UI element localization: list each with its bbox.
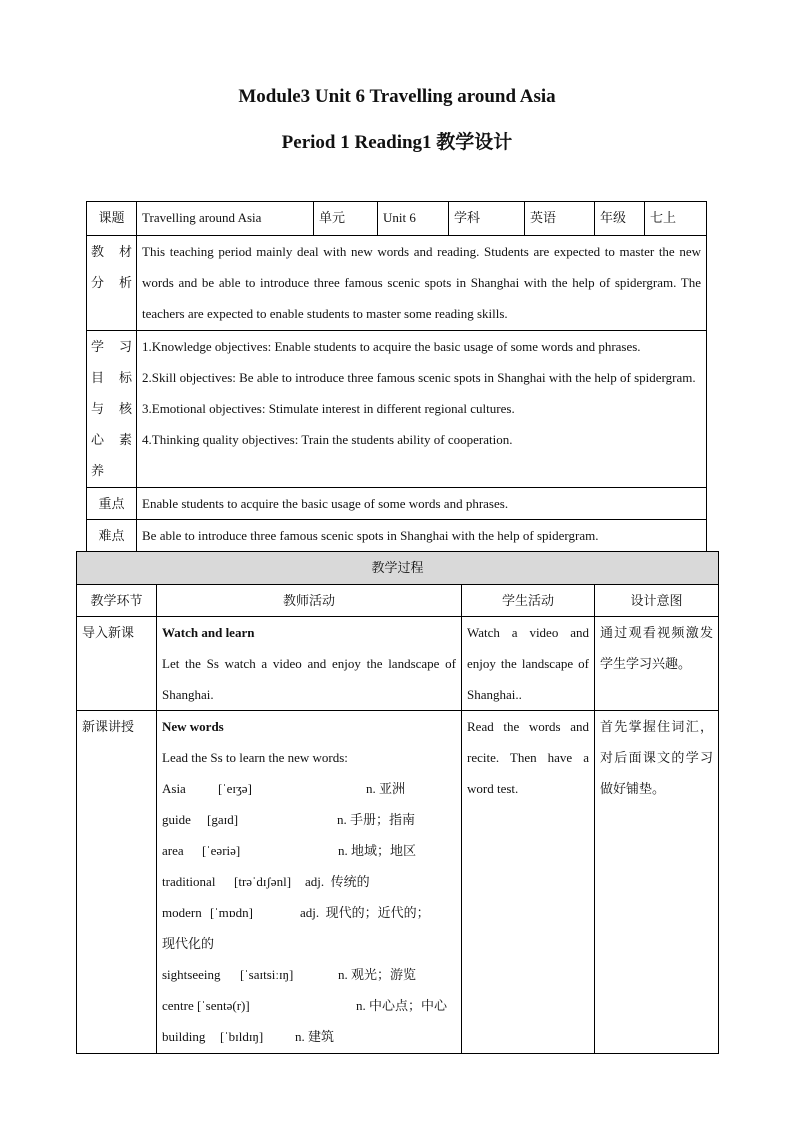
word-meaning: adj. 传统的 (305, 874, 370, 889)
goal-item: 4.Thinking quality objectives: Train the students ability of cooperation. (142, 432, 513, 447)
word-meaning: adj. 现代的；近代的； (300, 905, 430, 920)
unit-value: Unit 6 (378, 202, 449, 236)
info-table (86, 201, 707, 552)
word-term: traditional (162, 874, 216, 889)
key-text: Enable students to acquire the basic usage of some words and phrases. (137, 488, 707, 520)
word-row (162, 1021, 456, 1052)
teacher-activity-intro (157, 617, 462, 711)
word-phonetic: [gaɪd] (207, 812, 239, 827)
goals-label: 学习 目 标 与 核 心 素 养 (87, 331, 137, 488)
goal-item: 2.Skill objectives: Be able to introduce three famous scenic spots in Shanghai with the help of spidergram. (142, 370, 696, 385)
word-row (162, 835, 456, 866)
col-student: 学生活动 (462, 585, 595, 617)
course-value: Travelling around Asia (137, 202, 314, 236)
design-intent-new: 首先掌握住词汇，对后面课文的学习做好铺垫。 (595, 711, 719, 1054)
word-row (162, 990, 456, 1021)
stage-new-lesson: 新课讲授 (77, 711, 157, 1054)
word-meaning: n. 地域；地区 (338, 843, 417, 858)
document-title: Module3 Unit 6 Travelling around Asia (238, 86, 556, 107)
subject-value: 英语 (525, 202, 595, 236)
col-teacher: 教师活动 (157, 585, 462, 617)
course-label: 课题 (87, 202, 137, 236)
activity-title: New words (162, 719, 224, 734)
student-activity-new: Read the words and recite. Then have a word test. (462, 711, 595, 1054)
document-subtitle: Period 1 Reading1 教学设计 (281, 132, 513, 153)
goals-text (137, 331, 707, 488)
word-phonetic: [ˈeəriə] (202, 843, 241, 858)
word-phonetic: [ˈsaɪtsiːɪŋ] (240, 967, 294, 982)
word-meaning: n. 建筑 (295, 1029, 335, 1044)
grade-value: 七上 (645, 202, 707, 236)
word-row (162, 866, 456, 897)
word-term: Asia (162, 781, 186, 796)
word-term: guide (162, 812, 191, 827)
col-design: 设计意图 (595, 585, 719, 617)
stage-intro: 导入新课 (77, 617, 157, 711)
unit-label: 单元 (314, 202, 378, 236)
word-term: centre [ˈsentə(r)] (162, 998, 250, 1013)
word-row (162, 804, 456, 835)
activity-text: Lead the Ss to learn the new words: (162, 750, 348, 765)
analysis-text: This teaching period mainly deal with new words and reading. Students are expected to master the new words and be able to introduce three famous scenic spots in Shanghai with the help of spidergram. The teachers are expected to enable students to master some reading skills. (137, 236, 707, 331)
word-term: area (162, 843, 184, 858)
word-meaning: n. 亚洲 (366, 781, 406, 796)
word-phonetic: [ˈbɪldɪŋ] (220, 1029, 264, 1044)
word-meaning: n. 手册；指南 (337, 812, 416, 827)
word-meaning: n. 观光；游览 (338, 967, 417, 982)
word-term: modern (162, 905, 202, 920)
difficulty-label: 难点 (87, 520, 137, 552)
word-row (162, 928, 456, 959)
key-label: 重点 (87, 488, 137, 520)
word-row (162, 773, 456, 804)
word-row (162, 897, 456, 928)
goal-item: 1.Knowledge objectives: Enable students to acquire the basic usage of some words and phrases. (142, 339, 641, 354)
col-stage: 教学环节 (77, 585, 157, 617)
goal-item: 3.Emotional objectives: Stimulate interest in different regional cultures. (142, 401, 515, 416)
difficulty-text: Be able to introduce three famous scenic spots in Shanghai with the help of spidergram. (137, 520, 707, 552)
word-meaning: n. 中心点；中心 (356, 998, 448, 1013)
word-term: building (162, 1029, 206, 1044)
word-term: 现代化的 (162, 936, 215, 951)
teacher-activity-new (157, 711, 462, 1054)
analysis-label: 教 材 分析 (87, 236, 137, 331)
word-phonetic: [trəˈdɪʃənl] (234, 874, 292, 889)
word-phonetic: [ˈeɪʒə] (218, 781, 252, 796)
process-header: 教学过程 (77, 552, 719, 585)
design-intent-intro: 通过观看视频激发学生学习兴趣。 (595, 617, 719, 711)
word-term: sightseeing (162, 967, 221, 982)
activity-text: Let the Ss watch a video and enjoy the landscape of Shanghai. (162, 656, 456, 702)
student-activity-intro: Watch a video and enjoy the landscape of Shanghai.. (462, 617, 595, 711)
word-phonetic: [ˈmɒdn] (210, 905, 253, 920)
word-list (162, 773, 456, 1052)
subject-label: 学科 (449, 202, 525, 236)
process-table (76, 551, 719, 1054)
word-row (162, 959, 456, 990)
activity-title: Watch and learn (162, 625, 255, 640)
grade-label: 年级 (595, 202, 645, 236)
